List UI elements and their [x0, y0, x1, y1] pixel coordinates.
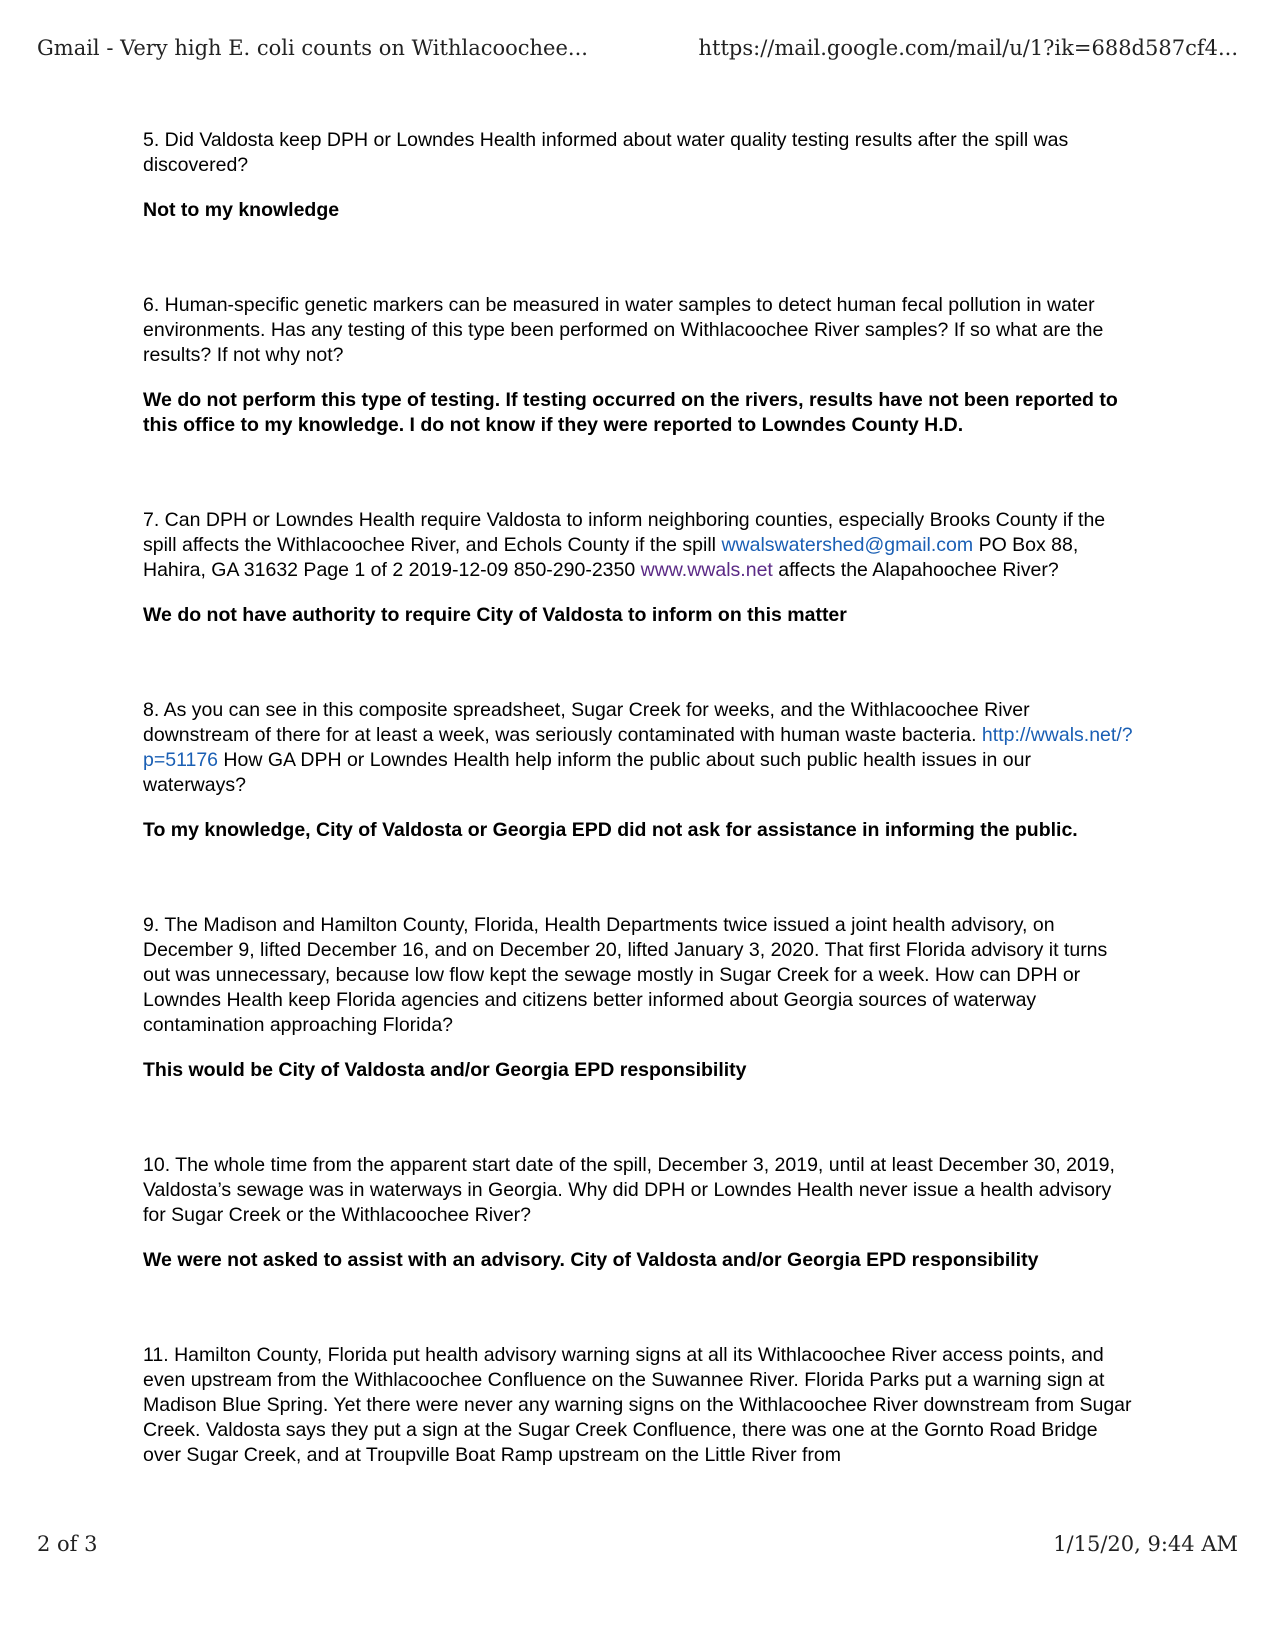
question-text-part: 7. Can DPH or Lowndes Health require Valdosta to inform neighboring counties, especially Brooks County if the spill affects the Withlacoochee River, and Echols County if the spill	[143, 509, 1106, 556]
qa-item-9	[143, 913, 1138, 1083]
qa-item-11	[143, 1343, 1138, 1468]
answer-text: This would be City of Valdosta and/or Georgia EPD responsibility	[143, 1059, 747, 1081]
answer-text: We do not perform this type of testing. If testing occurred on the rivers, results have not been reported to this office to my knowledge. I do not know if they were reported to Lowndes County H.D.	[143, 389, 1118, 436]
qa-item-6	[143, 293, 1138, 438]
question-text-part: PO Box 88, Hahira, GA 31632 Page 1 of 2 2019-12-09 850-290-2350	[143, 534, 1079, 581]
question-text	[143, 698, 1138, 798]
answer-text: To my knowledge, City of Valdosta or Georgia EPD did not ask for assistance in informing the public.	[143, 819, 1078, 841]
page-number: 2 of 3	[37, 1532, 98, 1556]
answer-text: We were not asked to assist with an advisory. City of Valdosta and/or Georgia EPD responsibility	[143, 1249, 1039, 1271]
website-link[interactable]: www.wwals.net	[640, 559, 773, 581]
print-footer	[37, 1532, 1238, 1562]
print-datetime: 1/15/20, 9:44 AM	[1053, 1532, 1238, 1556]
email-body	[143, 128, 1138, 1468]
email-link[interactable]: wwalswatershed@gmail.com	[721, 534, 974, 556]
question-text: 10. The whole time from the apparent start date of the spill, December 3, 2019, until at least December 30, 2019, Valdosta’s sewage was in waterways in Georgia. Why did DPH or Lowndes Health never issue a health advisory for Sugar Creek or the Withlacoochee River?	[143, 1154, 1115, 1226]
question-text: 9. The Madison and Hamilton County, Florida, Health Departments twice issued a joint health advisory, on December 9, lifted December 16, and on December 20, lifted January 3, 2020. That first Florida advisory it turns out was unnecessary, because low flow kept the sewage mostly in Sugar Creek for a week. How can DPH or Lowndes Health keep Florida agencies and citizens better informed about Georgia sources of waterway contamination approaching Florida?	[143, 914, 1108, 1036]
answer-text: Not to my knowledge	[143, 199, 340, 221]
spreadsheet-link[interactable]: http://wwals.net/?p=51176	[143, 724, 1133, 771]
question-text	[143, 508, 1138, 583]
page-title: Gmail - Very high E. coli counts on Withlacoochee...	[37, 36, 588, 60]
question-text: 6. Human-specific genetic markers can be measured in water samples to detect human fecal pollution in water environments. Has any testing of this type been performed on Withlacoochee River samples? If so what are the results? If not why not?	[143, 294, 1104, 366]
page-url: https://mail.google.com/mail/u/1?ik=688d587cf4...	[698, 36, 1238, 60]
qa-item-8	[143, 698, 1138, 843]
question-text-part: 8. As you can see in this composite spreadsheet, Sugar Creek for weeks, and the Withlacoochee River downstream of there for at least a week, was seriously contaminated with human waste bacteria.	[143, 699, 1030, 746]
question-text: 5. Did Valdosta keep DPH or Lowndes Health informed about water quality testing results after the spill was discovered?	[143, 129, 1069, 176]
question-text-part: affects the Alapahoochee River?	[772, 559, 1059, 581]
qa-item-10	[143, 1153, 1138, 1273]
question-text: 11. Hamilton County, Florida put health advisory warning signs at all its Withlacoochee River access points, and even upstream from the Withlacoochee Confluence on the Suwannee River. Florida Parks put a warning sign at Madison Blue Spring. Yet there were never any warning signs on the Withlacoochee River downstream from Sugar Creek. Valdosta says they put a sign at the Sugar Creek Confluence, there was one at the Gornto Road Bridge over Sugar Creek, and at Troupville Boat Ramp upstream on the Little River from	[143, 1344, 1132, 1466]
qa-item-7	[143, 508, 1138, 628]
answer-text: We do not have authority to require City of Valdosta to inform on this matter	[143, 604, 847, 626]
qa-item-5	[143, 128, 1138, 223]
question-text-part: How GA DPH or Lowndes Health help inform the public about such public health issues in our waterways?	[143, 749, 1031, 796]
print-header	[37, 36, 1238, 66]
